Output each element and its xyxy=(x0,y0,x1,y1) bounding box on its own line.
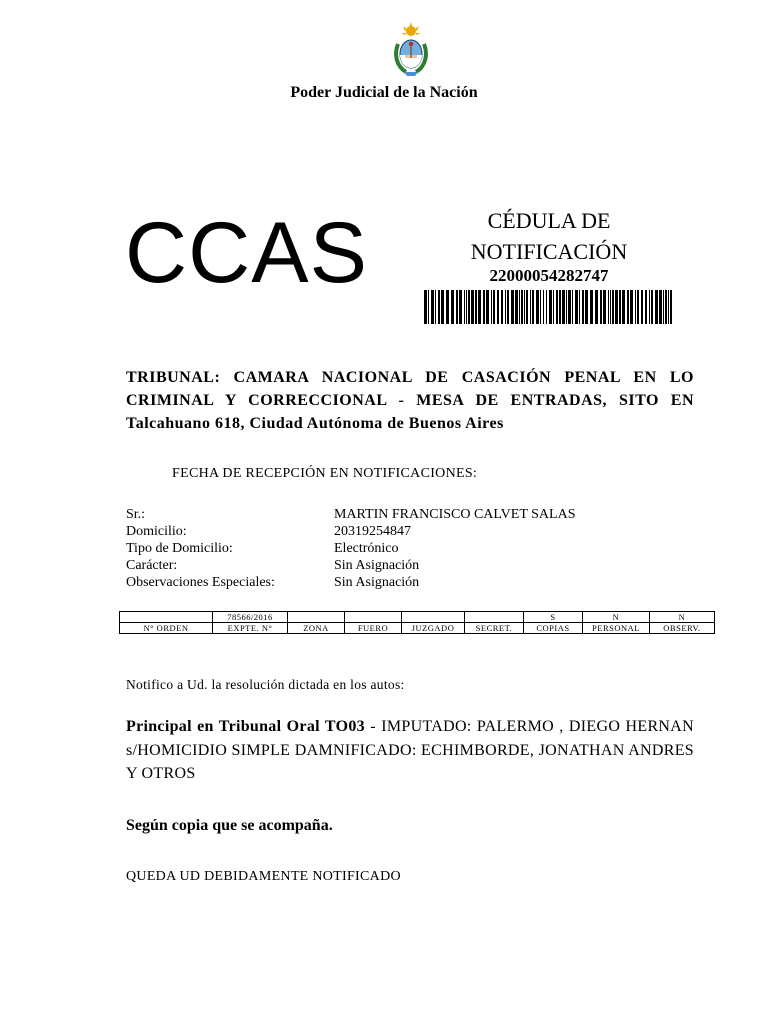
barcode-bar xyxy=(645,290,647,324)
tribunal-block xyxy=(126,366,694,435)
barcode-bar xyxy=(566,290,567,324)
barcode-bar xyxy=(464,290,465,324)
barcode-bar xyxy=(511,290,514,324)
office-acronym: CCAS xyxy=(125,205,368,301)
table-cell xyxy=(465,612,524,623)
document-title-line2: NOTIFICACIÓN xyxy=(470,239,628,264)
document-title xyxy=(440,205,658,267)
barcode-bar xyxy=(608,290,609,324)
barcode-bar xyxy=(610,290,611,324)
barcode-bar xyxy=(505,290,506,324)
notified-statement: QUEDA UD DEBIDAMENTE NOTIFICADO xyxy=(126,869,401,884)
table-header-cell: SECRET. xyxy=(465,623,524,634)
recipient-label: Sr.: xyxy=(126,507,146,522)
argentina-coat-of-arms-icon xyxy=(392,22,430,80)
barcode-bar xyxy=(532,290,534,324)
tribunal-sito: SITO EN xyxy=(607,392,694,409)
barcode-bar xyxy=(536,290,539,324)
table-cell xyxy=(288,612,345,623)
barcode-bar xyxy=(559,290,561,324)
barcode-bar xyxy=(553,290,554,324)
barcode-bar xyxy=(615,290,618,324)
barcode-bar xyxy=(471,290,474,324)
barcode-bar xyxy=(526,290,528,324)
barcode-bar xyxy=(562,290,565,324)
barcode-bar xyxy=(507,290,509,324)
table-header-cell: FUERO xyxy=(345,623,402,634)
barcode-bar xyxy=(670,290,672,324)
table-header-cell: N° ORDEN xyxy=(120,623,213,634)
barcode-bar xyxy=(575,290,578,324)
barcode-bar xyxy=(456,290,458,324)
barcode-bar xyxy=(627,290,629,324)
notification-intro: Notifico a Ud. la resolución dictada en los autos: xyxy=(126,677,405,692)
recipient-label: Domicilio: xyxy=(126,524,187,539)
barcode-bar xyxy=(446,290,449,324)
barcode-bar xyxy=(543,290,544,324)
barcode-bar xyxy=(556,290,558,324)
reception-date-label: FECHA DE RECEPCIÓN EN NOTIFICACIONES: xyxy=(172,466,478,481)
barcode-bar xyxy=(637,290,639,324)
recipient-label: Tipo de Domicilio: xyxy=(126,541,233,556)
court-name-heading: Poder Judicial de la Nación xyxy=(290,84,478,101)
table-header-cell: OBSERV. xyxy=(650,623,715,634)
barcode-bar xyxy=(655,290,658,324)
recipient-value: Sin Asignación xyxy=(334,575,420,590)
tribunal-address: Talcahuano 618, Ciudad Autónoma de Buenos Aires xyxy=(126,415,504,432)
barcode-bar xyxy=(635,290,636,324)
barcode-bar xyxy=(582,290,584,324)
recipient-value: 20319254847 xyxy=(334,524,411,539)
barcode-bar xyxy=(530,290,531,324)
barcode-bar xyxy=(600,290,602,324)
recipient-value: MARTIN FRANCISCO CALVET SALAS xyxy=(334,507,576,522)
table-header-cell: EXPTE. N° xyxy=(213,623,288,634)
barcode-bar xyxy=(475,290,477,324)
table-cell xyxy=(402,612,465,623)
barcode-bar xyxy=(441,290,444,324)
table-header-cell: COPIAS xyxy=(524,623,583,634)
document-number: 22000054282747 xyxy=(489,266,609,285)
tribunal-name: TRIBUNAL: CAMARA NACIONAL DE CASACIÓN PENAL EN LO CRIMINAL Y CORRECCIONAL - MESA DE ENTRADAS, xyxy=(126,369,694,409)
barcode-bar xyxy=(435,290,436,324)
recipient-value: Electrónico xyxy=(334,541,399,556)
barcode-bar xyxy=(501,290,503,324)
barcode-bar xyxy=(663,290,664,324)
barcode-bar xyxy=(585,290,588,324)
barcode-bar xyxy=(459,290,462,324)
barcode-bar xyxy=(668,290,669,324)
barcode-bar xyxy=(579,290,580,324)
barcode-bar xyxy=(519,290,520,324)
document-title-line1: CÉDULA DE xyxy=(487,208,611,233)
recipient-value: Sin Asignación xyxy=(334,558,420,573)
barcode-bar xyxy=(619,290,621,324)
table-header-cell: ZONA xyxy=(288,623,345,634)
barcode-bar xyxy=(659,290,662,324)
barcode-bar xyxy=(641,290,643,324)
barcode-bar xyxy=(546,290,547,324)
barcode-bar xyxy=(466,290,467,324)
case-caption-court: Principal en Tribunal Oral TO03 xyxy=(126,718,365,735)
barcode-bar xyxy=(521,290,523,324)
barcode-bar xyxy=(568,290,571,324)
table-cell: 78566/2016 xyxy=(213,612,288,623)
recipient-label: Observaciones Especiales: xyxy=(126,575,275,590)
table-cell xyxy=(120,612,213,623)
barcode-bar xyxy=(603,290,606,324)
table-cell: N xyxy=(583,612,650,623)
table-header-row xyxy=(120,623,715,634)
barcode-bar xyxy=(665,290,667,324)
table-cell: N xyxy=(650,612,715,623)
table-cell xyxy=(345,612,402,623)
barcode-bar xyxy=(612,290,614,324)
barcode-bar xyxy=(524,290,525,324)
table-cell: S xyxy=(524,612,583,623)
barcode-bar xyxy=(483,290,485,324)
barcode-bar xyxy=(540,290,541,324)
barcode-bar xyxy=(468,290,470,324)
case-caption xyxy=(126,715,694,786)
table-header-cell: JUZGADO xyxy=(402,623,465,634)
table-values-row xyxy=(120,612,715,623)
barcode-bar xyxy=(428,290,429,324)
table-header-cell: PERSONAL xyxy=(583,623,650,634)
recipient-label: Carácter: xyxy=(126,558,178,573)
barcode-bar xyxy=(497,290,499,324)
barcode-bar xyxy=(431,290,434,324)
copy-note: Según copia que se acompaña. xyxy=(126,817,333,834)
barcode-bar xyxy=(622,290,625,324)
barcode-bar xyxy=(491,290,492,324)
barcode-bar xyxy=(549,290,552,324)
barcode-bar xyxy=(595,290,598,324)
case-data-table xyxy=(119,611,715,634)
barcode-bar xyxy=(438,290,440,324)
barcode-bar xyxy=(572,290,573,324)
barcode-bar xyxy=(451,290,454,324)
barcode-bar xyxy=(493,290,495,324)
barcode xyxy=(424,290,672,324)
barcode-bar xyxy=(630,290,633,324)
barcode-bar xyxy=(486,290,489,324)
barcode-bar xyxy=(590,290,593,324)
barcode-bar xyxy=(424,290,427,324)
barcode-bar xyxy=(515,290,518,324)
barcode-bar xyxy=(478,290,481,324)
case-caption-parties: - IMPUTADO: PALERMO , DIEGO HERNAN s/HOMICIDIO SIMPLE DAMNIFICADO: ECHIMBORDE, JONATHAN ANDRES Y OTROS xyxy=(126,718,694,782)
barcode-bar xyxy=(651,290,653,324)
barcode-bar xyxy=(649,290,650,324)
